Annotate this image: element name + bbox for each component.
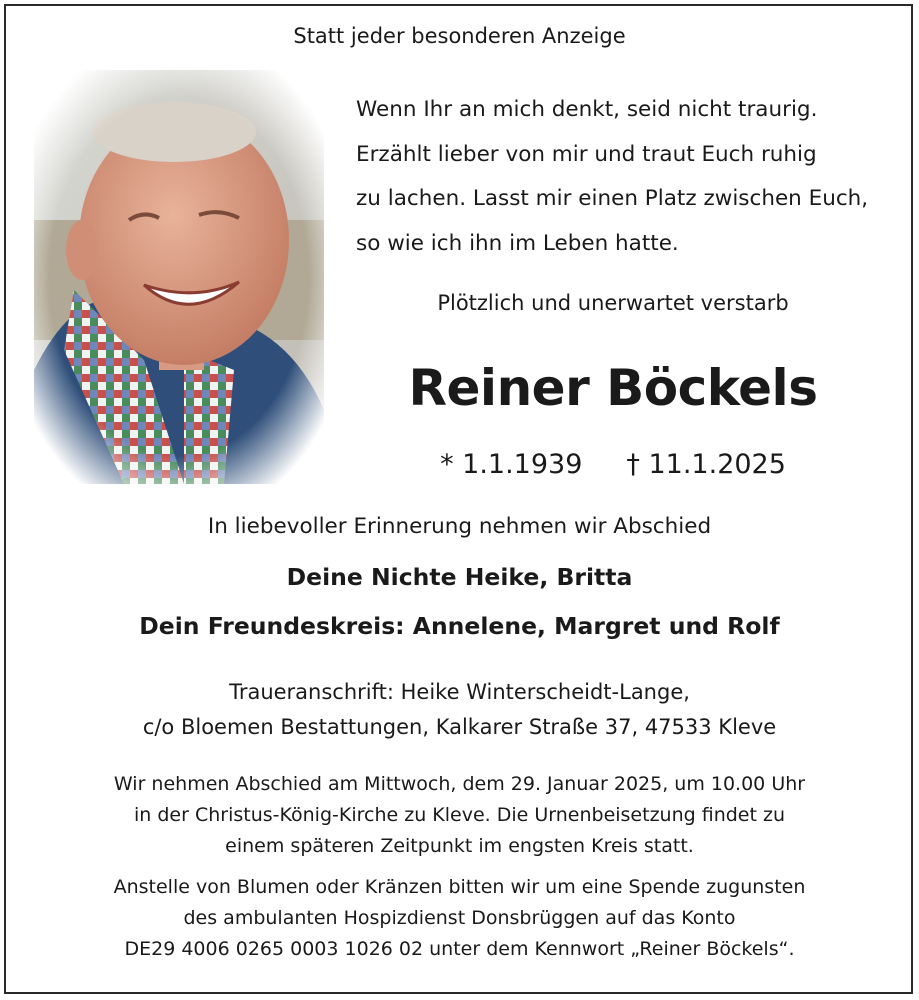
donation-line: Anstelle von Blumen oder Kränzen bitten wir um eine Spende zugunsten	[113, 876, 806, 898]
remembrance-line: In liebevoller Erinnerung nehmen wir Abschied	[207, 514, 712, 539]
death-date: † 11.1.2025	[626, 449, 786, 480]
life-dates	[356, 449, 870, 480]
mourning-address-line: c/o Bloemen Bestattungen, Kalkarer Straße 37, 47533 Kleve	[142, 715, 777, 739]
donation-line: des ambulanten Hospizdienst Donsbrüggen auf das Konto	[183, 907, 736, 929]
donation-paragraph	[0, 872, 919, 965]
funeral-line: in der Christus-König-Kirche zu Kleve. Die Urnenbeisetzung findet zu	[133, 804, 785, 826]
portrait-photo	[34, 70, 324, 484]
poem	[356, 88, 868, 266]
funeral-paragraph	[0, 769, 919, 862]
funeral-line: Wir nehmen Abschied am Mittwoch, dem 29. Januar 2025, um 10.00 Uhr	[113, 773, 806, 795]
deceased-name: Reiner Böckels	[408, 359, 818, 417]
poem-line: Wenn Ihr an mich denkt, seid nicht traurig.	[356, 97, 818, 122]
poem-line: so wie ich ihn im Leben hatte.	[356, 230, 679, 256]
donation-line: DE29 4006 0265 0003 1026 02 unter dem Kennwort „Reiner Böckels“.	[124, 938, 795, 960]
mourner-line: Dein Freundeskreis: Annelene, Margret und Rolf	[139, 612, 780, 640]
mourning-address-line: Traueranschrift: Heike Winterscheidt-Lange,	[229, 680, 690, 704]
death-intro: Plötzlich und unerwartet verstarb	[437, 291, 789, 315]
funeral-line: einem späteren Zeitpunkt im engsten Kreis statt.	[225, 835, 694, 857]
birth-date: * 1.1.1939	[440, 449, 583, 480]
poem-line: Erzählt lieber von mir und traut Euch ruhig	[356, 141, 817, 167]
mourner-line: Deine Nichte Heike, Britta	[286, 563, 633, 591]
notice-header: Statt jeder besonderen Anzeige	[293, 24, 626, 48]
poem-line: zu lachen. Lasst mir einen Platz zwischen Euch,	[356, 186, 869, 211]
